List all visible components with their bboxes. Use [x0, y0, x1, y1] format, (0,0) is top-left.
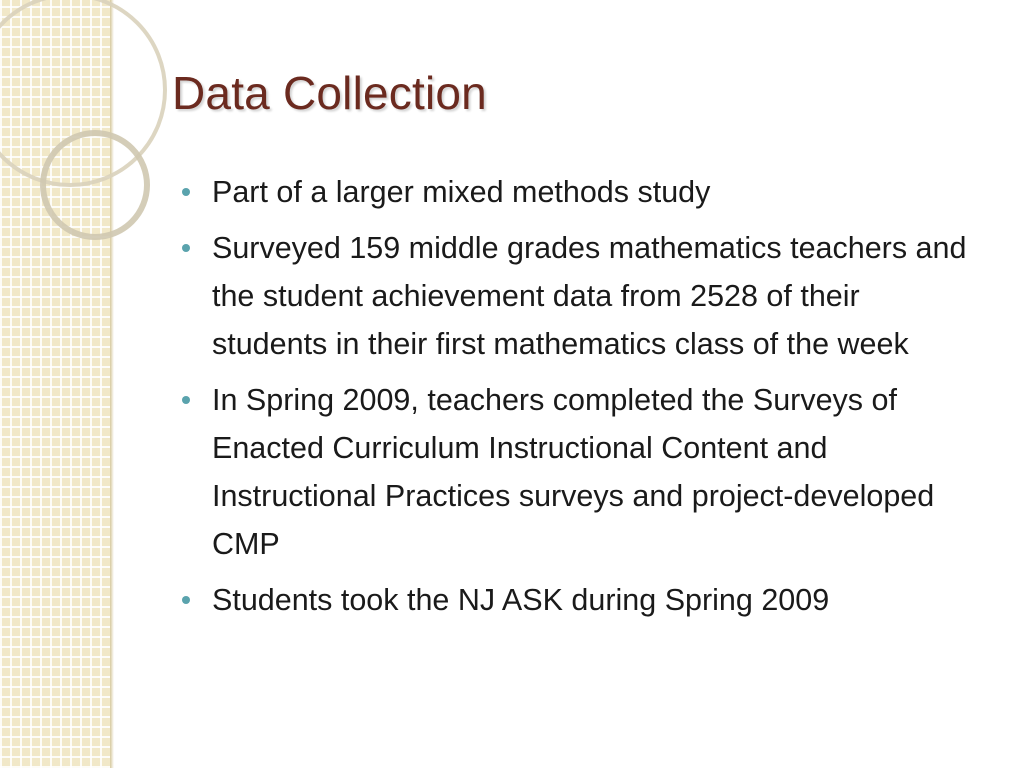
bullet-dot-icon	[182, 396, 190, 404]
list-item	[182, 376, 982, 568]
list-item	[182, 224, 982, 368]
slide-title: Data Collection	[172, 67, 487, 119]
bullet-text: Students took the NJ ASK during Spring 2009	[212, 583, 830, 617]
bullet-dot-icon	[182, 596, 190, 604]
bullet-text: Surveyed 159 middle grades mathematics teachers and the student achievement data from 2528 of their students in their first mathematics class of the week	[212, 231, 967, 361]
bullet-text: In Spring 2009, teachers completed the Surveys of Enacted Curriculum Instructional Content and Instructional Practices surveys and project-developed CMP	[212, 383, 935, 561]
bullet-list	[182, 168, 982, 632]
bullet-text: Part of a larger mixed methods study	[212, 175, 711, 209]
list-item	[182, 168, 982, 216]
bullet-dot-icon	[182, 244, 190, 252]
list-item	[182, 576, 982, 624]
decorative-circles-icon	[0, 0, 170, 260]
bullet-dot-icon	[182, 188, 190, 196]
